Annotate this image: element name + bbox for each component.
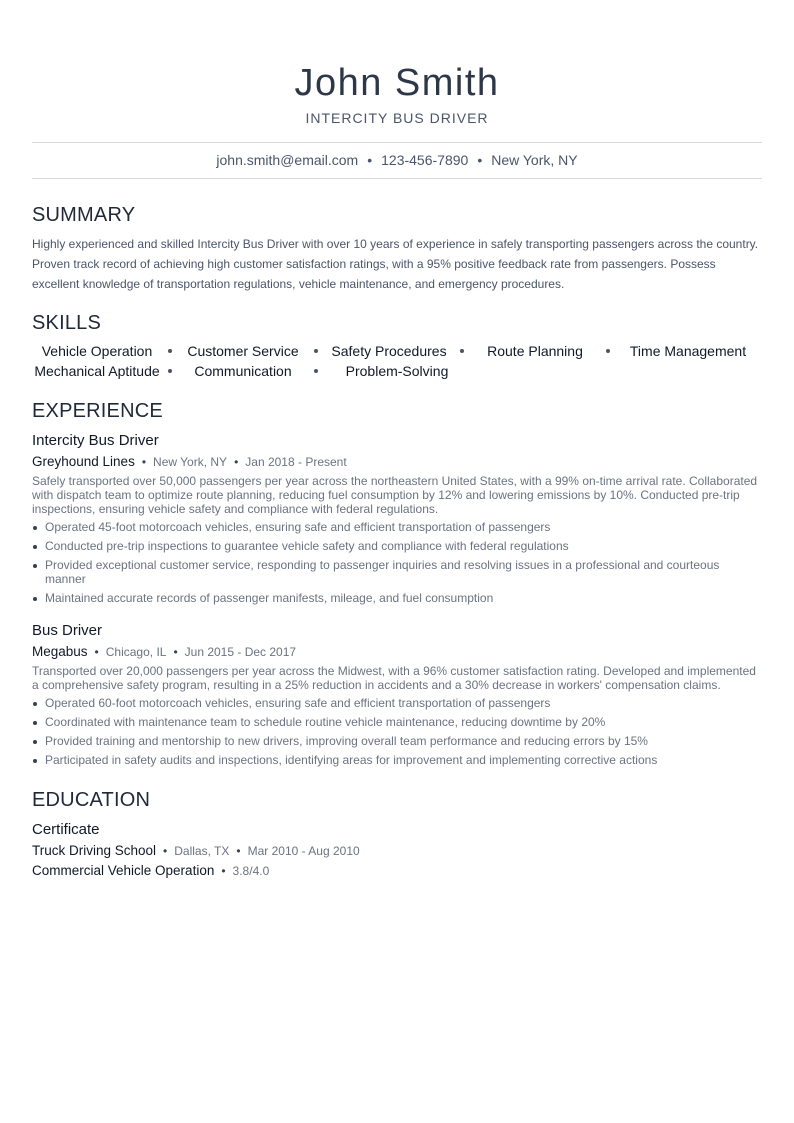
bullet-text: Operated 45-foot motorcoach vehicles, ensuring safe and efficient transportation of passengers xyxy=(45,520,551,534)
list-item xyxy=(32,558,762,586)
school-location: Dallas, TX xyxy=(174,844,230,858)
job-description: Transported over 20,000 passengers per year across the Midwest, with a 96% customer satisfaction rating. Developed and implemented a comprehensive safety program, resulting in a 25% reduction in accidents and a 30% decrease in workers' compensation claims. xyxy=(32,664,756,692)
summary-text: Highly experienced and skilled Intercity Bus Driver with over 10 years of experience in safely transporting passengers across the country. Proven track record of achieving high customer satisfaction ratings, with a 95% positive feedback rate from passengers. Possess excellent knowledge of transportation regulations, vehicle maintenance, and emergency procedures. xyxy=(32,237,759,291)
separator-dot: • xyxy=(221,864,226,878)
separator-dot: • xyxy=(173,645,178,659)
skill-dot xyxy=(606,349,610,353)
skills-row xyxy=(32,362,762,382)
company-name: Greyhound Lines xyxy=(32,454,135,469)
contact-line xyxy=(32,152,762,168)
phone[interactable]: 123-456-7890 xyxy=(381,152,469,168)
bullet-dot xyxy=(33,545,37,549)
location: New York, NY xyxy=(491,152,578,168)
education-heading: EDUCATION xyxy=(32,789,151,811)
job-location: New York, NY xyxy=(153,455,228,469)
separator-dot: • xyxy=(477,152,483,168)
bullet-dot xyxy=(33,740,37,744)
field-of-study: Commercial Vehicle Operation xyxy=(32,863,215,878)
bullet-text: Provided training and mentorship to new drivers, improving overall team performance and reducing errors by 15% xyxy=(45,734,648,748)
bullet-dot xyxy=(33,702,37,706)
school-name: Truck Driving School xyxy=(32,843,157,858)
job-dates: Jun 2015 - Dec 2017 xyxy=(184,645,297,659)
bullet-text: Maintained accurate records of passenger manifests, mileage, and fuel consumption xyxy=(45,591,494,605)
header-divider-bottom xyxy=(32,178,762,179)
separator-dot: • xyxy=(236,844,241,858)
skill-item: Route Planning xyxy=(487,343,583,359)
job-title: Intercity Bus Driver xyxy=(32,432,159,449)
header-divider-top xyxy=(32,142,762,143)
gpa: 3.8/4.0 xyxy=(232,864,270,878)
list-item xyxy=(32,520,762,534)
skill-dot xyxy=(314,349,318,353)
bullet-dot xyxy=(33,564,37,568)
job-meta xyxy=(32,644,296,659)
skill-item: Communication xyxy=(194,363,292,379)
job-location: Chicago, IL xyxy=(105,645,167,659)
skill-dot xyxy=(314,369,318,373)
skill-item: Customer Service xyxy=(187,343,299,359)
list-item xyxy=(32,753,762,767)
skill-item: Vehicle Operation xyxy=(41,343,153,359)
skill-dot xyxy=(168,349,172,353)
list-item xyxy=(32,696,762,710)
separator-dot: • xyxy=(234,455,239,469)
job-dates: Jan 2018 - Present xyxy=(245,455,347,469)
company-name: Megabus xyxy=(32,644,88,659)
education-meta xyxy=(32,843,360,858)
education-dates: Mar 2010 - Aug 2010 xyxy=(247,844,360,858)
bullet-dot xyxy=(33,597,37,601)
skill-item: Mechanical Aptitude xyxy=(34,363,160,379)
list-item xyxy=(32,591,762,605)
education-field-meta xyxy=(32,863,269,878)
bullet-dot xyxy=(33,759,37,763)
separator-dot: • xyxy=(94,645,99,659)
bullet-dot xyxy=(33,721,37,725)
summary-heading: SUMMARY xyxy=(32,204,136,226)
job-role: INTERCITY BUS DRIVER xyxy=(305,110,489,126)
experience-heading: EXPERIENCE xyxy=(32,400,163,422)
job-description: Safely transported over 50,000 passengers per year across the northeastern United States, with a 99% on-time arrival rate. Collaborated with dispatch team to optimize route planning, reducing fuel consumption by 12% and lowering emissions by 10%. Conducted pre-trip inspections, ensuring vehicle safety and compliance with federal regulations. xyxy=(32,474,758,516)
list-item xyxy=(32,539,762,553)
degree-title: Certificate xyxy=(32,821,100,838)
skill-dot xyxy=(460,349,464,353)
bullet-text: Conducted pre-trip inspections to guarantee vehicle safety and compliance with federal regulations xyxy=(45,539,569,553)
bullet-dot xyxy=(33,526,37,530)
list-item xyxy=(32,734,762,748)
skills-row xyxy=(32,342,762,362)
separator-dot: • xyxy=(367,152,373,168)
skill-item: Safety Procedures xyxy=(331,343,447,359)
job-title: Bus Driver xyxy=(32,622,103,639)
job-meta xyxy=(32,454,347,469)
candidate-name: John Smith xyxy=(294,62,500,104)
separator-dot: • xyxy=(163,844,168,858)
bullet-text: Operated 60-foot motorcoach vehicles, ensuring safe and efficient transportation of passengers xyxy=(45,696,551,710)
skill-dot xyxy=(168,369,172,373)
bullet-text: Coordinated with maintenance team to schedule routine vehicle maintenance, reducing downtime by 20% xyxy=(45,715,606,729)
bullet-text: Provided exceptional customer service, responding to passenger inquiries and resolving issues in a professional and courteous manner xyxy=(45,558,720,586)
bullet-text: Participated in safety audits and inspections, identifying areas for improvement and implementing corrective actions xyxy=(45,753,658,767)
job-bullets xyxy=(32,520,762,610)
email[interactable]: john.smith@email.com xyxy=(216,152,359,168)
job-bullets xyxy=(32,696,762,772)
separator-dot: • xyxy=(141,455,147,469)
list-item xyxy=(32,715,762,729)
skill-item: Problem-Solving xyxy=(345,363,449,379)
skills-heading: SKILLS xyxy=(32,312,102,334)
skill-item: Time Management xyxy=(629,343,747,359)
